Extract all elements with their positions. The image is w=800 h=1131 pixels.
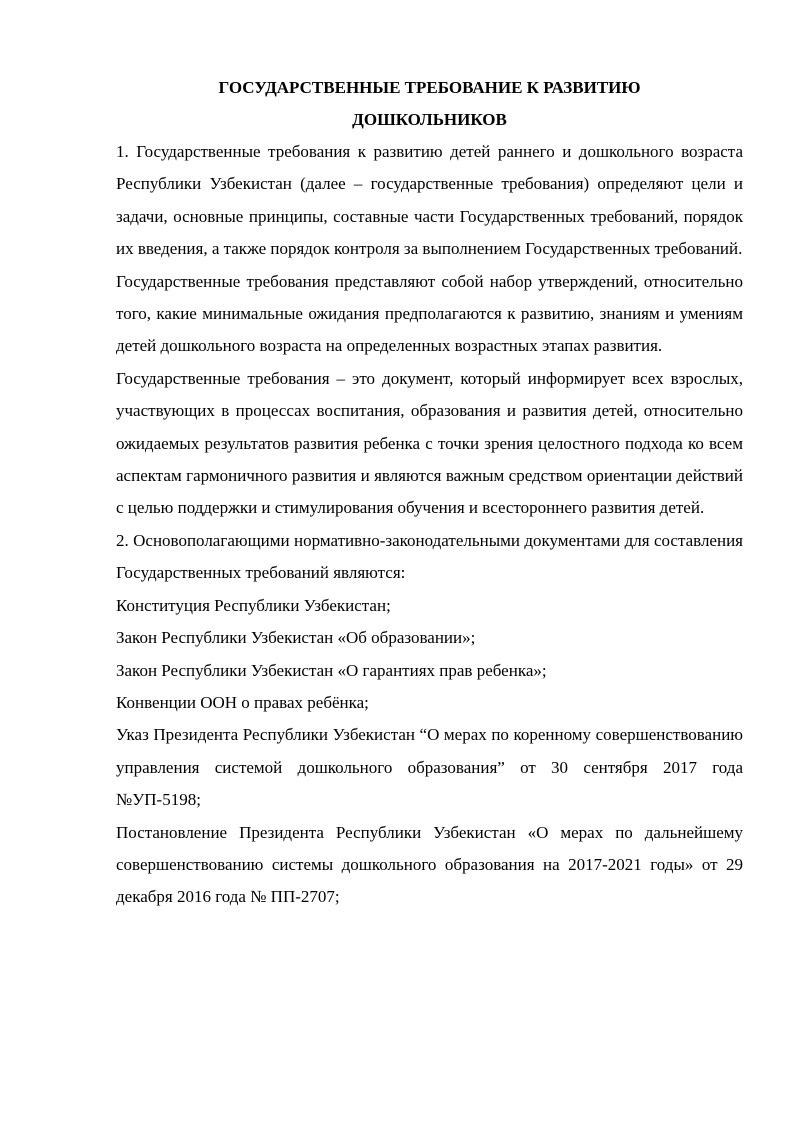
list-item-presidential-resolution: Постановление Президента Республики Узбекистан «О мерах по дальнейшему совершенствованию системы дошкольного образования на 2017-2021 годы» от 29 декабря 2016 года № ПП-2707;	[116, 822, 743, 907]
paragraph-3: Государственные требования – это документ, который информирует всех взрослых, участвующих в процессах воспитания, образования и развития детей, относительно ожидаемых результатов развития ребенка с точки зрения целостного подхода ко всем аспектам гармоничного развития и являются важным средством ориентации действий с целью поддержки и стимулирования обучения и всестороннего развития детей.	[116, 368, 743, 518]
title-line-2: ДОШКОЛЬНИКОВ	[352, 110, 507, 129]
list-item-presidential-decree: Указ Президента Республики Узбекистан “О мерах по коренному совершенствованию управления системой дошкольного образования” от 30 сентября 2017 года №УП-5198;	[116, 725, 743, 810]
paragraph-4: 2. Основополагающими нормативно-законодательными документами для составления Государственных требований являются:	[116, 530, 743, 583]
list-item-constitution: Конституция Республики Узбекистан;	[116, 595, 391, 615]
list-item-education-law: Закон Республики Узбекистан «Об образовании»;	[116, 628, 476, 648]
paragraph-2: Государственные требования представляют собой набор утверждений, относительно того, какие минимальные ожидания предполагаются к развитию, знаниям и умениям детей дошкольного возраста на определенных возрастных этапах развития.	[116, 271, 743, 356]
document-title	[116, 72, 743, 136]
paragraph-1: 1. Государственные требования к развитию детей раннего и дошкольного возраста Республики Узбекистан (далее – государственные требования) определяют цели и задачи, основные принципы, составные части Государственных требований, порядок их введения, а также порядок контроля за выполнением Государственных требований.	[116, 142, 743, 259]
title-line-1: ГОСУДАРСТВЕННЫЕ ТРЕБОВАНИЕ К РАЗВИТИЮ	[218, 78, 641, 97]
list-item-child-rights-law: Закон Республики Узбекистан «О гарантиях прав ребенка»;	[116, 660, 547, 680]
document-page	[116, 72, 743, 914]
list-item-un-convention: Конвенции ООН о правах ребёнка;	[116, 692, 369, 712]
